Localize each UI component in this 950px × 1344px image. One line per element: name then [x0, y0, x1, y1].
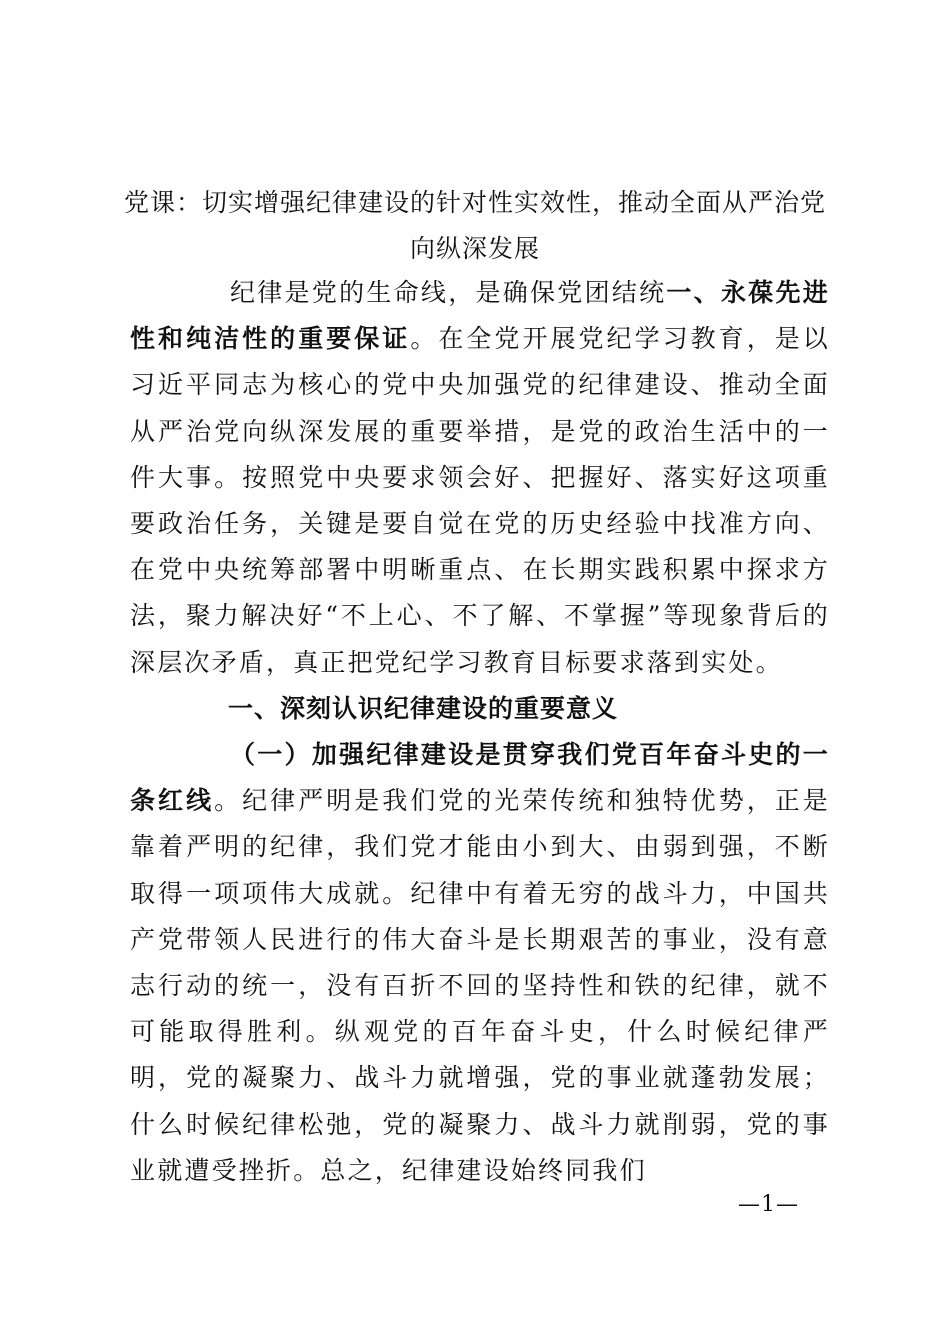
section-1-paragraph: [130, 732, 830, 1194]
section-1-body-text: 。纪律严明是我们党的光荣传统和独特优势，正是靠着严明的纪律，我们党才能由小到大、由弱到强，不断取得一项项伟大成就。纪律中有着无穷的战斗力，中国共产党带领人民进行的伟大奋斗是长期艰苦的事业，没有意志行动的统一，没有百折不回的坚持性和铁的纪律，就不可能取得胜利。纵观党的百年奋斗史，什么时候纪律严明，党的凝聚力、战斗力就增强，党的事业就蓬勃发展；什么时候纪律松弛，党的凝聚力、战斗力就削弱，党的事业就遭受挫折。总之，纪律建设始终同我们: [130, 786, 830, 1185]
page-number: —1—: [738, 1192, 799, 1217]
section-1-subheading: （一）加强纪律建设是贯穿我们党百年奋斗史的一条红线: [130, 740, 830, 816]
section-heading-1: 一、深刻认识纪律建设的重要意义: [228, 694, 619, 723]
document-title-line-1: 党课：切实增强纪律建设的针对性实效性，推动全面从严治党: [123, 188, 826, 217]
document-title-line-2: 向纵深发展: [409, 234, 540, 263]
intro-lead-text: 纪律是党的生命线，是确保党团结统: [230, 278, 667, 307]
intro-rest-text: 。在全党开展党纪学习教育，是以习近平同志为核心的党中央加强党的纪律建设、推动全面从严治党向纵深发展的重要举措，是党的政治生活中的一件大事。按照党中央要求领会好、把握好、落实好这项重要政治任务，关键是要自觉在党的历史经验中找准方向、在党中央统筹部署中明晰重点、在长期实践积累中探求方法，聚力解决好“不上心、不了解、不掌握”等现象背后的深层次矛盾，真正把党纪学习教育目标要求落到实处。: [130, 324, 830, 677]
intro-paragraph: [130, 270, 830, 686]
intro-bold-text: 一、永葆先进性和纯洁性的重要保证: [130, 278, 831, 354]
